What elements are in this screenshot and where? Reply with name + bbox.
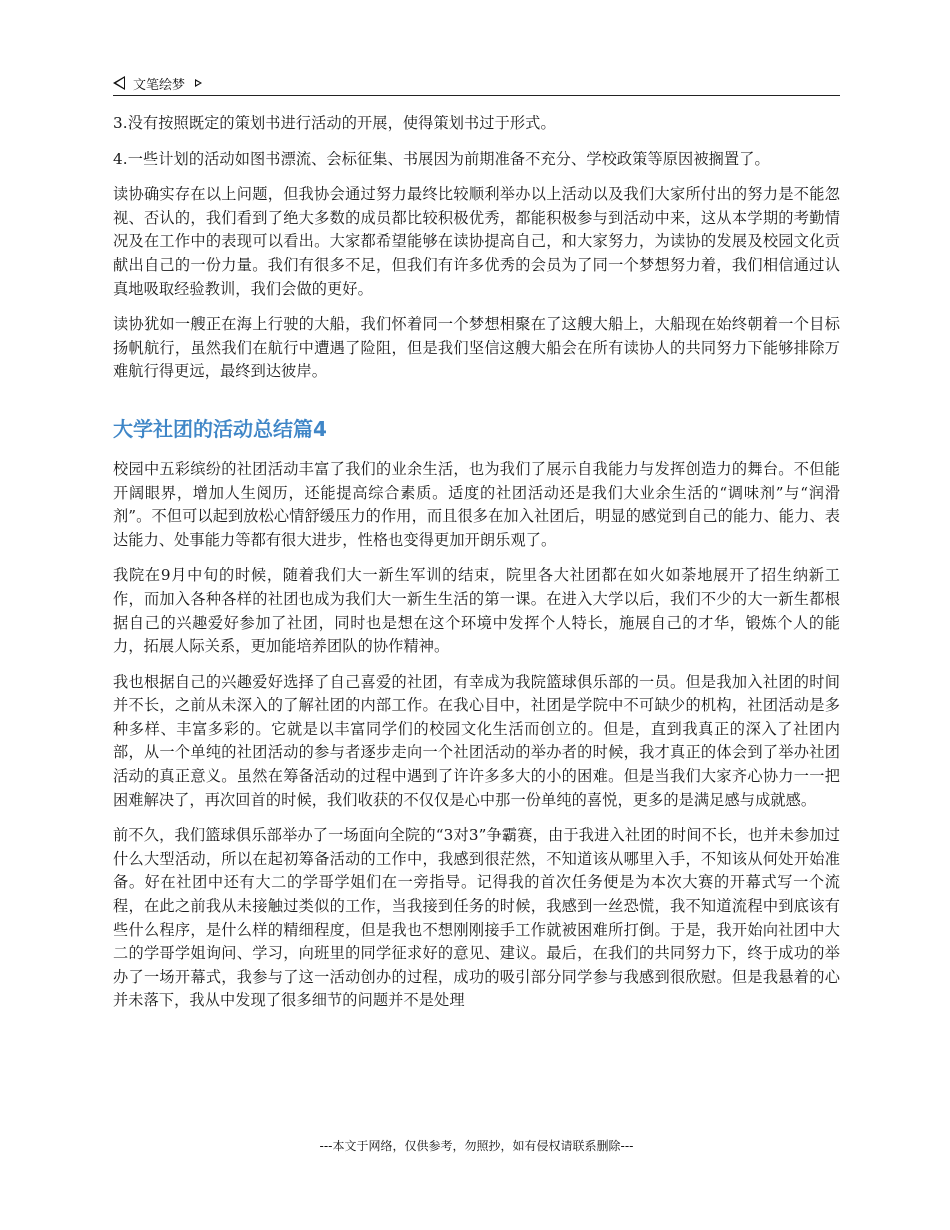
paragraph: 3.没有按照既定的策划书进行活动的开展，使得策划书过于形式。 <box>113 114 556 132</box>
paragraph: 我也根据自己的兴趣爱好选择了自己喜爱的社团，有幸成为我院篮球俱乐部的一员。但是我加入社团的时间并不长，之前从未深入的了解社团的内部工作。在我心目中，社团是学院中不可缺少的机构，社团活动是多种多样、丰富多彩的。它就是以丰富同学们的校园文化生活而创立的。但是，直到我真正的深入了社团内部，从一个单纯的社团活动的参与者逐步走向一个社团活动的举办者的时候，我才真正的体会到了举办社团活动的真正意义。虽然在筹备活动的过程中遇到了许许多多大的小的困难。但是当我们大家齐心协力一一把困难解决了，再次回首的时候，我们收获的不仅仅是心中那一份单纯的喜悦，更多的是满足感与成就感。 <box>113 672 840 809</box>
page-header <box>113 71 840 96</box>
paragraph: 前不久，我们篮球俱乐部举办了一场面向全院的“3对3”争霸赛，由于我进入社团的时间不长，也并未参加过什么大型活动，所以在起初筹备活动的工作中，我感到很茫然，不知道该从哪里入手，不知该从何处开始准备。好在社团中还有大二的学哥学姐们在一旁指导。记得我的首次任务便是为本次大赛的开幕式写一个流程，在此之前我从未接触过类似的工作，当我接到任务的时候，我感到一丝恐慌，我不知道流程中到底该有些什么程序，是什么样的精细程度，但是我也不想刚刚接手工作就被困难所打倒。于是，我开始向社团中大二的学哥学姐询问、学习，向班里的同学征求好的意见、建议。最后，在我们的共同努力下，终于成功的举办了一场开幕式，我参与了这一活动创办的过程，成功的吸引部分同学参与我感到很欣慰。但是我悬着的心并未落下，我从中发现了很多细节的问题并不是处理 <box>113 826 840 1010</box>
paragraph: 校园中五彩缤纷的社团活动丰富了我们的业余生活，也为我们了展示自我能力与发挥创造力的舞台。不但能开阔眼界，增加人生阅历，还能提高综合素质。适度的社团活动还是我们大业余生活的“调味剂”与“润滑剂”。不但可以起到放松心情舒缓压力的作用，而且很多在加入社团后，明显的感觉到自己的能力、能力、表达能力、处事能力等都有很大进步，性格也变得更加开朗乐观了。 <box>113 459 840 549</box>
paragraph: 读协犹如一艘正在海上行驶的大船，我们怀着同一个梦想相聚在了这艘大船上，大船现在始终朝着一个目标扬帆航行，虽然我们在航行中遭遇了险阻，但是我们坚信这艘大船会在所有读协人的共同努力下能够排除万难航行得更远，最终到达彼岸。 <box>113 315 840 381</box>
forward-triangle-icon <box>195 79 202 87</box>
document-body <box>113 112 840 1025</box>
page-footer: ---本文于网络，仅供参考，勿照抄，如有侵权请联系删除--- <box>319 1139 634 1153</box>
section-heading: 大学社团的活动总结篇4 <box>113 416 327 441</box>
paragraph: 4.一些计划的活动如图书漂流、会标征集、书展因为前期准备不充分、学校政策等原因被搁置了。 <box>113 149 770 168</box>
header-title: 文笔绘梦 <box>133 77 186 93</box>
back-triangle-icon <box>113 76 125 90</box>
paragraph: 读协确实存在以上问题，但我协会通过努力最终比较顺利举办以上活动以及我们大家所付出的努力是不能忽视、否认的，我们看到了绝大多数的成员都比较积极优秀，都能积极参与到活动中来，这从本学期的考勤情况及在工作中的表现可以看出。大家都希望能够在读协提高自己，和大家努力，为读协的发展及校园文化贡献出自己的一份力量。我们有很多不足，但我们有许多优秀的会员为了同一个梦想努力着，我们相信通过认真地吸取经验教训，我们会做的更好。 <box>113 185 840 298</box>
paragraph: 我院在9月中旬的时候，随着我们大一新生军训的结束，院里各大社团都在如火如荼地展开了招生纳新工作，而加入各种各样的社团也成为我们大一新生生活的第一课。在进入大学以后，我们不少的大一新生都根据自己的兴趣爱好参加了社团，同时也是想在这个环境中发挥个人特长，施展自己的才华，锻炼个人的能力，拓展人际关系，更加能培养团队的协作精神。 <box>113 566 840 656</box>
